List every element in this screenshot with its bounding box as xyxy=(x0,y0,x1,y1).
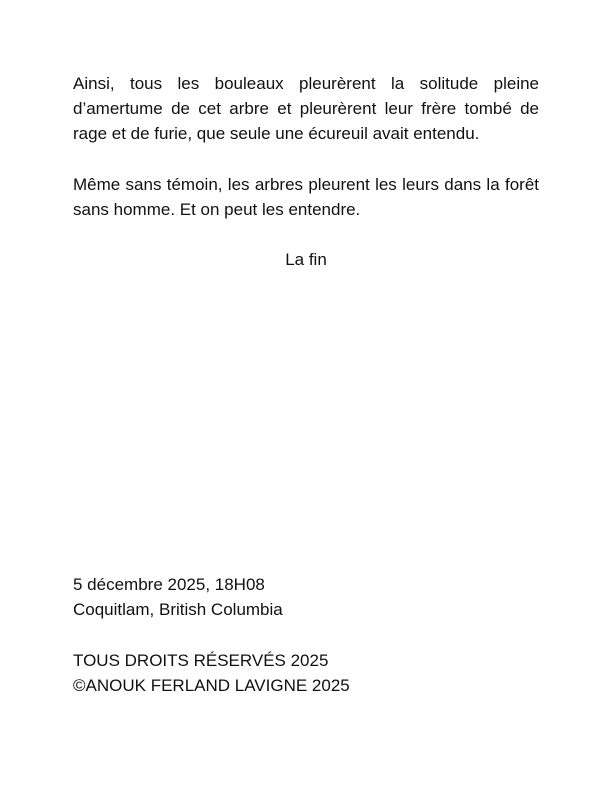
colophon-date: 5 décembre 2025, 18H08 xyxy=(73,575,265,594)
colophon-place: Coquitlam, British Columbia xyxy=(73,600,283,619)
copyright-notice: ©ANOUK FERLAND LAVIGNE 2025 xyxy=(73,676,350,695)
story-paragraph: Ainsi, tous les bouleaux pleurèrent la solitude pleine d’amertume de cet arbre et pleurèrent leur frère tombé de rage et de furie, que seule une écureuil avait entendu. xyxy=(73,74,539,143)
story-paragraph: Même sans témoin, les arbres pleurent les leurs dans la forêt sans homme. Et on peut les entendre. xyxy=(73,175,539,219)
ending-text: La fin xyxy=(285,250,327,269)
rights-notice: TOUS DROITS RÉSERVÉS 2025 xyxy=(73,651,329,670)
